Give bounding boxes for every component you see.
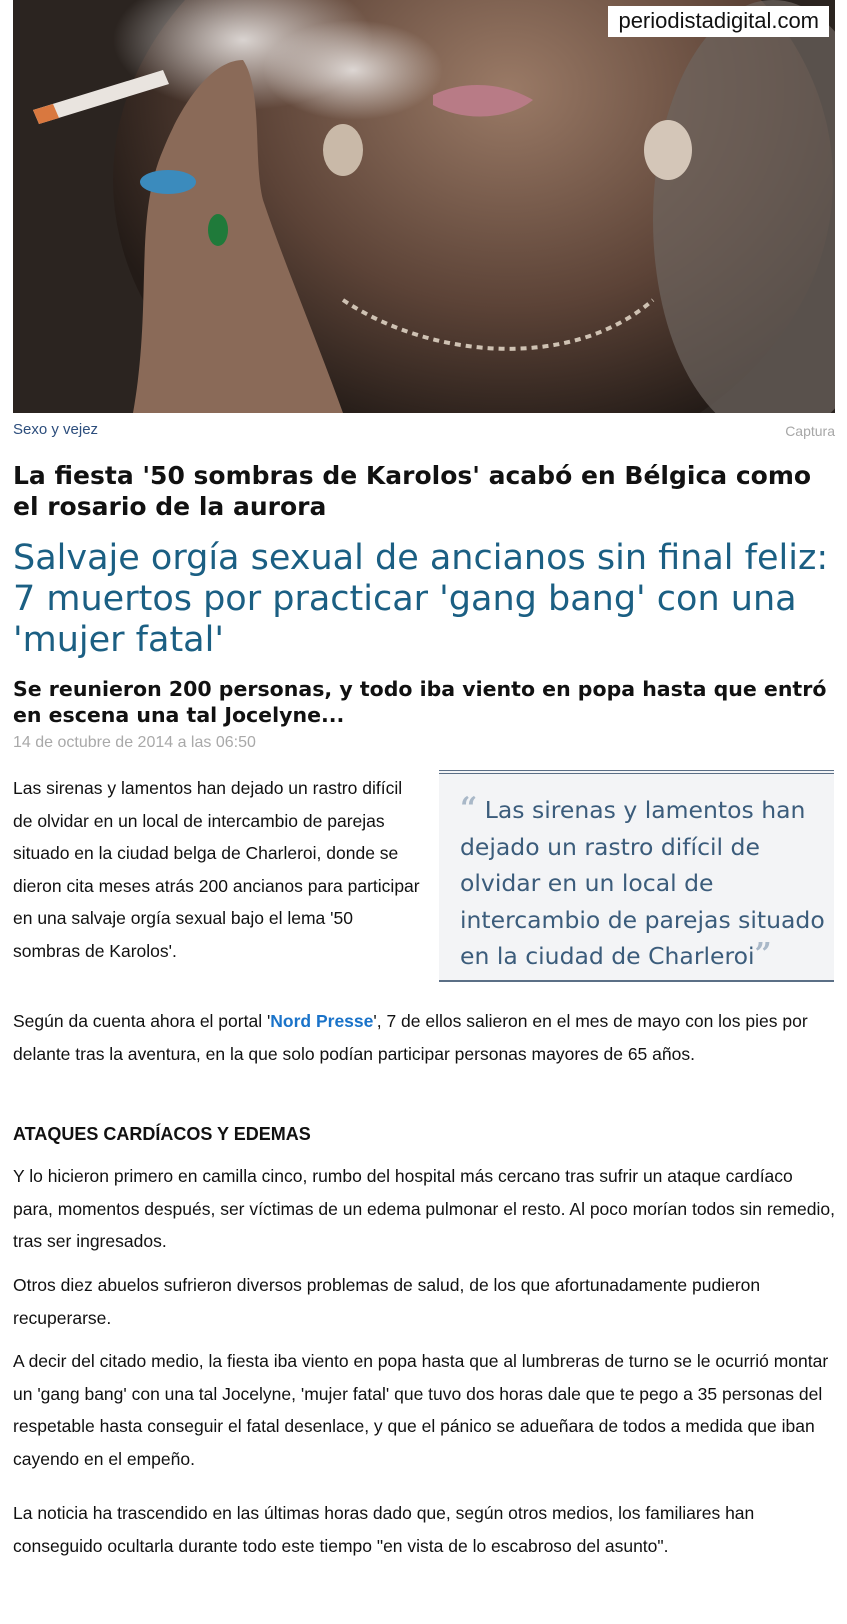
paragraph-2-text-before: Según da cuenta ahora el portal ' bbox=[13, 1011, 271, 1031]
pull-quote-text bbox=[460, 792, 832, 975]
article-photo bbox=[13, 0, 835, 413]
open-quote-icon: “ bbox=[460, 791, 478, 826]
article-kicker: La fiesta '50 sombras de Karolos' acabó en Bélgica como el rosario de la aurora bbox=[13, 461, 812, 521]
image-watermark: periodistadigital.com bbox=[608, 6, 829, 37]
article-paragraph-4: Otros diez abuelos sufrieron diversos problemas de salud, de los que afortunadamente pudieron recuperarse. bbox=[13, 1275, 761, 1328]
image-credit: Captura bbox=[785, 423, 835, 439]
article-intro-paragraph: Las sirenas y lamentos han dejado un rastro difícil de olvidar en un local de intercambio de parejas situado en la ciudad belga de Charleroi, donde se dieron cita meses atrás 200 ancianos para participar en una salvaje orgía sexual bajo el lema '50 sombras de Karolos'. bbox=[13, 778, 420, 961]
image-caption: Sexo y vejez bbox=[13, 421, 99, 438]
section-title: ATAQUES CARDÍACOS Y EDEMAS bbox=[13, 1124, 311, 1144]
elderly-woman-smoking-photo bbox=[13, 0, 835, 413]
article-paragraph-3: Y lo hicieron primero en camilla cinco, rumbo del hospital más cercano tras sufrir un ataque cardíaco para, momentos después, ser víctimas de un edema pulmonar el resto. Al poco morían todos sin remedio, tras ser ingresados. bbox=[13, 1166, 835, 1251]
article-paragraph-2 bbox=[13, 1005, 835, 1070]
close-quote-icon: ” bbox=[754, 937, 772, 972]
article-paragraph-6: La noticia ha trascendido en las últimas horas dado que, según otros medios, los familiares han conseguido ocultarla durante todo este tiempo "en vista de lo escabroso del asunto". bbox=[13, 1503, 755, 1556]
article-subheadline: Se reunieron 200 personas, y todo iba viento en popa hasta que entró en escena una tal Jocelyne... bbox=[13, 677, 827, 727]
article-date: 14 de octubre de 2014 a las 06:50 bbox=[13, 734, 256, 751]
article-headline: Salvaje orgía sexual de ancianos sin final feliz: 7 muertos por practicar 'gang bang' con una 'mujer fatal' bbox=[13, 538, 829, 660]
nord-presse-link[interactable]: Nord Presse bbox=[270, 1011, 374, 1031]
paragraph-2-text-after: ', 7 de ellos salieron en el mes de mayo con los pies por delante tras la aventura, en la que solo podían participar personas mayores de 65 años. bbox=[13, 1011, 808, 1064]
pull-quote-content: Las sirenas y lamentos han dejado un rastro difícil de olvidar en un local de intercambio de parejas situado en la ciudad de Charleroi bbox=[460, 796, 825, 970]
pull-quote bbox=[439, 770, 834, 982]
article-paragraph-5: A decir del citado medio, la fiesta iba viento en popa hasta que al lumbreras de turno se le ocurrió montar un 'gang bang' con una tal Jocelyne, 'mujer fatal' que tuvo dos horas dale que te pego a 35 personas del respetable hasta conseguir el fatal desenlace, y que el pánico se adueñara de todos a medida que iban cayendo en el empeño. bbox=[13, 1351, 829, 1469]
